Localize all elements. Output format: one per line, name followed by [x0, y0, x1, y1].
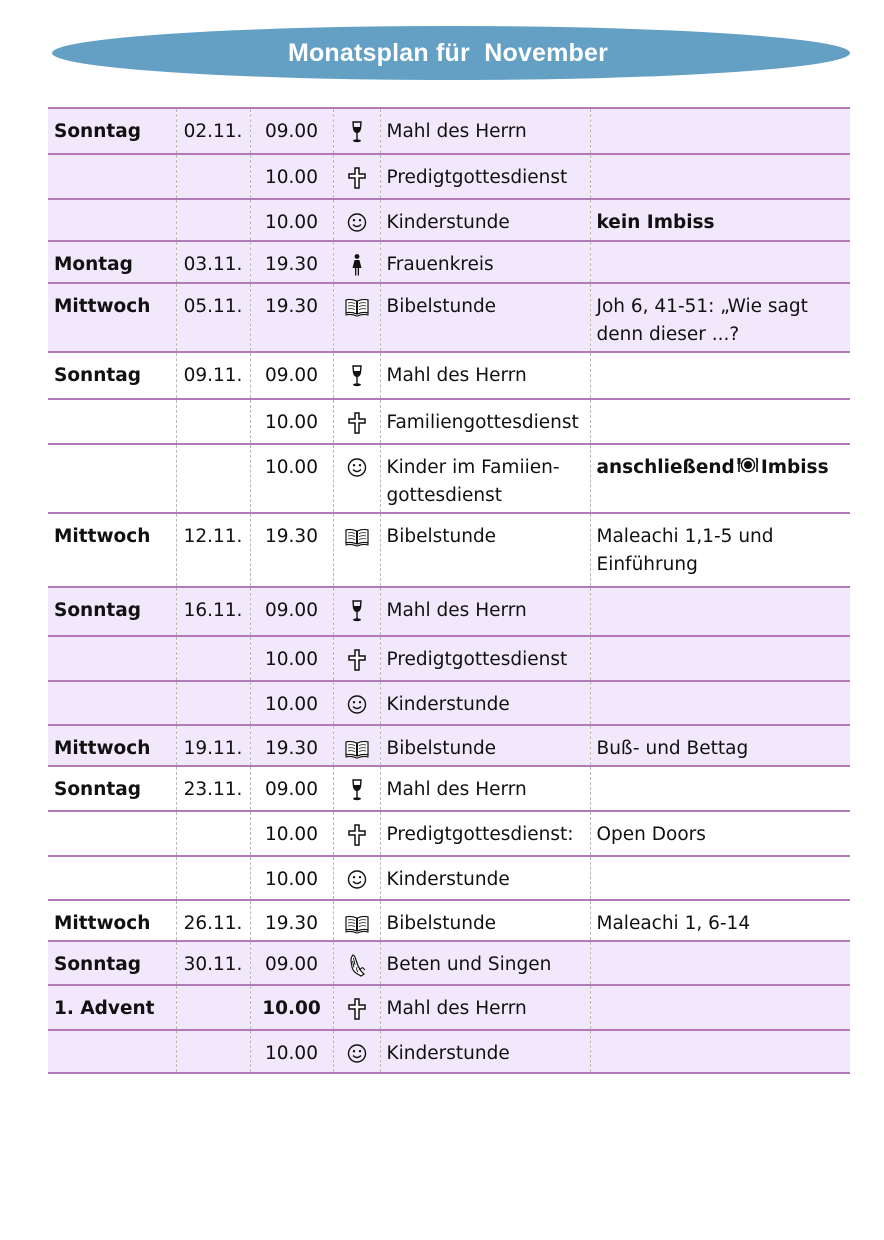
- time-cell: 09.00: [250, 587, 333, 636]
- time-cell: 09.00: [250, 941, 333, 985]
- date-cell: [176, 681, 250, 725]
- icon-cell: [333, 352, 380, 399]
- date-cell: [176, 444, 250, 513]
- schedule-row: [48, 766, 850, 811]
- icon-cell: [333, 154, 380, 199]
- page-title: Monatsplan für November: [287, 38, 609, 67]
- schedule-row: [48, 444, 850, 513]
- title-banner: [52, 26, 850, 80]
- schedule-row: [48, 399, 850, 444]
- time-cell: 10.00: [250, 681, 333, 725]
- day-cell: Mittwoch: [48, 513, 176, 587]
- note-cell: kein Imbiss: [590, 199, 850, 241]
- icon-cell: [333, 766, 380, 811]
- note-cell: Buß- und Bettag: [590, 725, 850, 766]
- icon-cell: [333, 513, 380, 587]
- note-cell: Maleachi 1,1-5 und Einführung: [590, 513, 850, 587]
- date-cell: [176, 985, 250, 1030]
- schedule-row: [48, 154, 850, 199]
- cross-icon: [344, 165, 370, 191]
- schedule-row: [48, 352, 850, 399]
- day-cell: Sonntag: [48, 352, 176, 399]
- note-cell: [590, 108, 850, 154]
- date-cell: 26.11.: [176, 900, 250, 941]
- time-cell: 10.00: [250, 154, 333, 199]
- day-cell: Sonntag: [48, 108, 176, 154]
- event-cell: Mahl des Herrn: [380, 985, 590, 1030]
- note-cell: [590, 1030, 850, 1073]
- note-cell: [590, 941, 850, 985]
- icon-cell: [333, 241, 380, 283]
- day-cell: [48, 681, 176, 725]
- note-cell: Joh 6, 41-51: „Wie sagt denn dieser ...?: [590, 283, 850, 352]
- note-cell: Maleachi 1, 6-14: [590, 900, 850, 941]
- date-cell: [176, 399, 250, 444]
- schedule-row: [48, 1030, 850, 1073]
- date-cell: 30.11.: [176, 941, 250, 985]
- praying-hands-icon: [344, 952, 370, 978]
- note-cell: [590, 681, 850, 725]
- day-cell: [48, 154, 176, 199]
- icon-cell: [333, 900, 380, 941]
- time-cell: 10.00: [250, 636, 333, 681]
- schedule-row: [48, 985, 850, 1030]
- date-cell: 19.11.: [176, 725, 250, 766]
- event-cell: Kinderstunde: [380, 199, 590, 241]
- note-text: anschließend: [596, 457, 735, 478]
- note-cell: [590, 444, 850, 513]
- icon-cell: [333, 108, 380, 154]
- smiley-icon: [344, 210, 370, 236]
- note-cell: Open Doors: [590, 811, 850, 856]
- date-cell: [176, 811, 250, 856]
- day-cell: Montag: [48, 241, 176, 283]
- time-cell: 09.00: [250, 352, 333, 399]
- day-cell: Mittwoch: [48, 283, 176, 352]
- day-cell: 1. Advent: [48, 985, 176, 1030]
- event-cell: Familiengottesdienst: [380, 399, 590, 444]
- day-cell: [48, 811, 176, 856]
- time-cell: 19.30: [250, 725, 333, 766]
- day-cell: [48, 444, 176, 513]
- date-cell: 12.11.: [176, 513, 250, 587]
- book-icon: [344, 911, 370, 937]
- schedule-row: [48, 283, 850, 352]
- date-cell: 09.11.: [176, 352, 250, 399]
- date-cell: [176, 636, 250, 681]
- date-cell: [176, 856, 250, 900]
- note-cell: [590, 154, 850, 199]
- plate-cutlery-icon: [737, 455, 759, 475]
- schedule-row: [48, 587, 850, 636]
- wine-glass-icon: [344, 777, 370, 803]
- event-cell: Kinderstunde: [380, 856, 590, 900]
- schedule-row: [48, 199, 850, 241]
- time-cell: 10.00: [250, 856, 333, 900]
- note-cell: [590, 352, 850, 399]
- smiley-icon: [344, 1041, 370, 1067]
- wine-glass-icon: [344, 598, 370, 624]
- date-cell: 02.11.: [176, 108, 250, 154]
- day-cell: Sonntag: [48, 587, 176, 636]
- icon-cell: [333, 199, 380, 241]
- time-cell: 19.30: [250, 283, 333, 352]
- icon-cell: [333, 283, 380, 352]
- event-cell: Frauenkreis: [380, 241, 590, 283]
- smiley-icon: [344, 867, 370, 893]
- note-cell: [590, 587, 850, 636]
- event-cell: Beten und Singen: [380, 941, 590, 985]
- icon-cell: [333, 681, 380, 725]
- smiley-icon: [344, 455, 370, 481]
- schedule-row: [48, 900, 850, 941]
- wine-glass-icon: [344, 363, 370, 389]
- day-cell: Sonntag: [48, 766, 176, 811]
- event-cell: Predigtgottesdienst: [380, 154, 590, 199]
- note-cell: [590, 636, 850, 681]
- date-cell: 23.11.: [176, 766, 250, 811]
- date-cell: [176, 199, 250, 241]
- time-cell: 10.00: [250, 811, 333, 856]
- cross-icon: [344, 410, 370, 436]
- schedule-row: [48, 811, 850, 856]
- time-cell: 19.30: [250, 241, 333, 283]
- note-text: Imbiss: [760, 457, 829, 478]
- event-cell: Bibelstunde: [380, 283, 590, 352]
- date-cell: 05.11.: [176, 283, 250, 352]
- day-cell: Mittwoch: [48, 900, 176, 941]
- schedule-row: [48, 725, 850, 766]
- event-cell: Kinderstunde: [380, 1030, 590, 1073]
- day-cell: Sonntag: [48, 941, 176, 985]
- day-cell: [48, 399, 176, 444]
- icon-cell: [333, 941, 380, 985]
- date-cell: [176, 154, 250, 199]
- day-cell: [48, 1030, 176, 1073]
- schedule-row: [48, 941, 850, 985]
- note-cell: [590, 241, 850, 283]
- event-cell: Kinderstunde: [380, 681, 590, 725]
- schedule-row: [48, 681, 850, 725]
- woman-icon: [344, 252, 370, 278]
- cross-icon: [344, 822, 370, 848]
- schedule-row: [48, 513, 850, 587]
- day-cell: [48, 636, 176, 681]
- schedule-row: [48, 636, 850, 681]
- event-cell: Bibelstunde: [380, 513, 590, 587]
- event-cell: Mahl des Herrn: [380, 766, 590, 811]
- time-cell: 09.00: [250, 108, 333, 154]
- note-cell: [590, 766, 850, 811]
- wine-glass-icon: [344, 119, 370, 145]
- date-cell: 03.11.: [176, 241, 250, 283]
- icon-cell: [333, 444, 380, 513]
- icon-cell: [333, 1030, 380, 1073]
- schedule-row: [48, 108, 850, 154]
- event-cell: Bibelstunde: [380, 725, 590, 766]
- icon-cell: [333, 856, 380, 900]
- icon-cell: [333, 587, 380, 636]
- cross-icon: [344, 647, 370, 673]
- event-cell: Mahl des Herrn: [380, 108, 590, 154]
- event-cell: Predigtgottesdienst:: [380, 811, 590, 856]
- book-icon: [344, 294, 370, 320]
- event-cell: Predigtgottesdienst: [380, 636, 590, 681]
- day-cell: [48, 199, 176, 241]
- schedule-row: [48, 856, 850, 900]
- event-cell: Mahl des Herrn: [380, 352, 590, 399]
- time-cell: 10.00: [250, 985, 333, 1030]
- event-cell: Mahl des Herrn: [380, 587, 590, 636]
- time-cell: 10.00: [250, 399, 333, 444]
- schedule-row: [48, 241, 850, 283]
- time-cell: 10.00: [250, 444, 333, 513]
- time-cell: 09.00: [250, 766, 333, 811]
- date-cell: 16.11.: [176, 587, 250, 636]
- note-cell: [590, 856, 850, 900]
- book-icon: [344, 524, 370, 550]
- icon-cell: [333, 985, 380, 1030]
- schedule-table: [48, 107, 850, 1074]
- cross-icon: [344, 996, 370, 1022]
- smiley-icon: [344, 692, 370, 718]
- time-cell: 10.00: [250, 1030, 333, 1073]
- note-cell: [590, 985, 850, 1030]
- day-cell: [48, 856, 176, 900]
- note-cell: [590, 399, 850, 444]
- time-cell: 19.30: [250, 900, 333, 941]
- time-cell: 10.00: [250, 199, 333, 241]
- book-icon: [344, 736, 370, 762]
- event-cell: Bibelstunde: [380, 900, 590, 941]
- event-cell: Kinder im Famiien-gottesdienst: [380, 444, 590, 513]
- icon-cell: [333, 636, 380, 681]
- day-cell: Mittwoch: [48, 725, 176, 766]
- icon-cell: [333, 725, 380, 766]
- icon-cell: [333, 399, 380, 444]
- time-cell: 19.30: [250, 513, 333, 587]
- date-cell: [176, 1030, 250, 1073]
- icon-cell: [333, 811, 380, 856]
